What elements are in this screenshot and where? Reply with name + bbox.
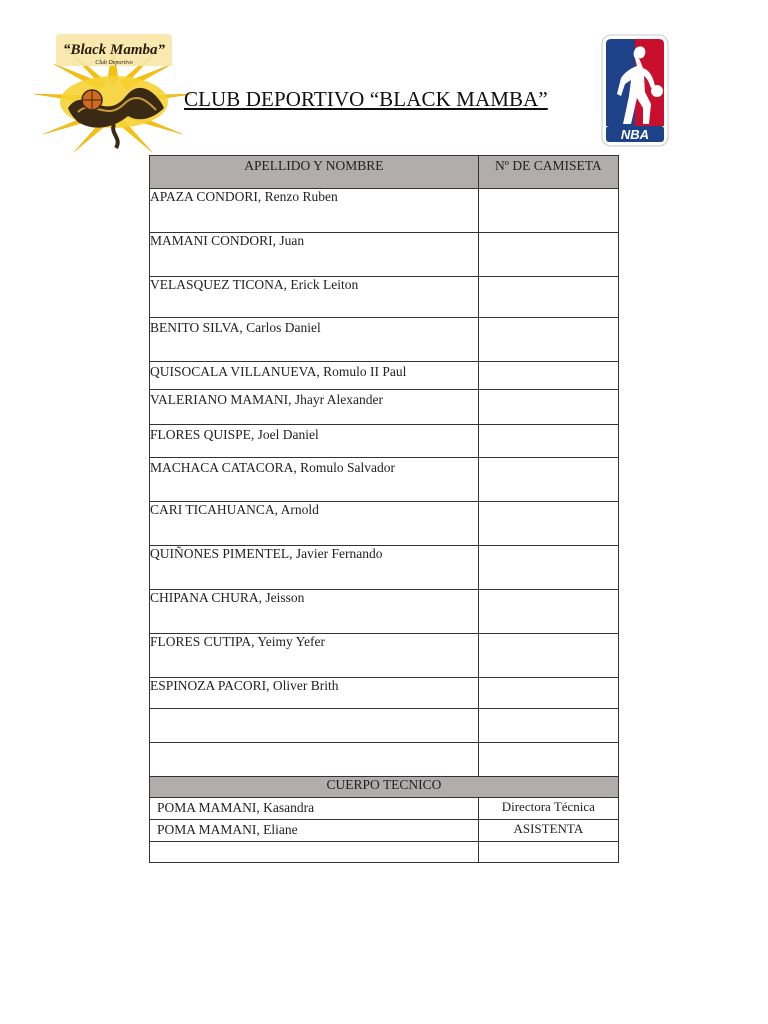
- table-row: [150, 277, 619, 318]
- empty-cell: [478, 842, 618, 863]
- staff-role: Directora Técnica: [478, 798, 618, 820]
- staff-name: POMA MAMANI, Kasandra: [150, 798, 479, 820]
- player-name: ESPINOZA PACORI, Oliver Brith: [150, 678, 479, 709]
- jersey-number-cell: [478, 318, 618, 362]
- player-name: FLORES QUISPE, Joel Daniel: [150, 425, 479, 458]
- player-name: QUIÑONES PIMENTEL, Javier Fernando: [150, 546, 479, 590]
- table-row-empty: [150, 743, 619, 777]
- nba-logo: [601, 34, 669, 147]
- jersey-number-cell: [478, 390, 618, 425]
- jersey-number-cell: [478, 634, 618, 678]
- table-row: [150, 233, 619, 277]
- player-name: CARI TICAHUANCA, Arnold: [150, 502, 479, 546]
- jersey-number-cell: [478, 502, 618, 546]
- jersey-number-cell: [478, 590, 618, 634]
- player-name: CHIPANA CHURA, Jeisson: [150, 590, 479, 634]
- table-row: [150, 425, 619, 458]
- table-row: [150, 634, 619, 678]
- jersey-number-cell: [478, 546, 618, 590]
- jersey-number-cell: [478, 189, 618, 233]
- roster-table: [149, 155, 619, 863]
- staff-role: ASISTENTA: [478, 820, 618, 842]
- player-name: MACHACA CATACORA, Romulo Salvador: [150, 458, 479, 502]
- table-row: [150, 678, 619, 709]
- jersey-number-cell: [478, 233, 618, 277]
- empty-cell: [478, 709, 618, 743]
- table-row: [150, 318, 619, 362]
- header-name: APELLIDO Y NOMBRE: [150, 156, 479, 189]
- table-row: [150, 362, 619, 390]
- empty-cell: [478, 743, 618, 777]
- jersey-number-cell: [478, 277, 618, 318]
- jersey-number-cell: [478, 425, 618, 458]
- player-name: VALERIANO MAMANI, Jhayr Alexander: [150, 390, 479, 425]
- staff-row: [150, 820, 619, 842]
- svg-text:“Black Mamba”: “Black Mamba”: [62, 42, 166, 58]
- table-row: [150, 390, 619, 425]
- nba-logo-text: NBA: [620, 127, 650, 142]
- staff-row: [150, 798, 619, 820]
- table-row: [150, 189, 619, 233]
- player-name: BENITO SILVA, Carlos Daniel: [150, 318, 479, 362]
- table-row: [150, 502, 619, 546]
- nba-logo-icon: [601, 34, 669, 147]
- empty-cell: [150, 842, 479, 863]
- player-name: FLORES CUTIPA, Yeimy Yefer: [150, 634, 479, 678]
- cuerpo-tecnico-row: [150, 777, 619, 798]
- club-logo: [34, 24, 192, 154]
- player-name: APAZA CONDORI, Renzo Ruben: [150, 189, 479, 233]
- black-mamba-club-logo-icon: [34, 24, 192, 154]
- player-name: VELASQUEZ TICONA, Erick Leiton: [150, 277, 479, 318]
- table-header-row: [150, 156, 619, 189]
- player-name: MAMANI CONDORI, Juan: [150, 233, 479, 277]
- header-number: Nº DE CAMISETA: [478, 156, 618, 189]
- table-row: [150, 458, 619, 502]
- cuerpo-tecnico-label: CUERPO TECNICO: [150, 777, 619, 798]
- jersey-number-cell: [478, 678, 618, 709]
- empty-cell: [150, 743, 479, 777]
- player-name: QUISOCALA VILLANUEVA, Romulo II Paul: [150, 362, 479, 390]
- svg-text:Club Deportivo: Club Deportivo: [95, 60, 133, 66]
- table-row-empty: [150, 709, 619, 743]
- empty-cell: [150, 709, 479, 743]
- staff-name: POMA MAMANI, Eliane: [150, 820, 479, 842]
- table-row: [150, 590, 619, 634]
- table-row: [150, 546, 619, 590]
- jersey-number-cell: [478, 362, 618, 390]
- document-title: CLUB DEPORTIVO “BLACK MAMBA”: [184, 87, 548, 111]
- jersey-number-cell: [478, 458, 618, 502]
- table-row-empty: [150, 842, 619, 863]
